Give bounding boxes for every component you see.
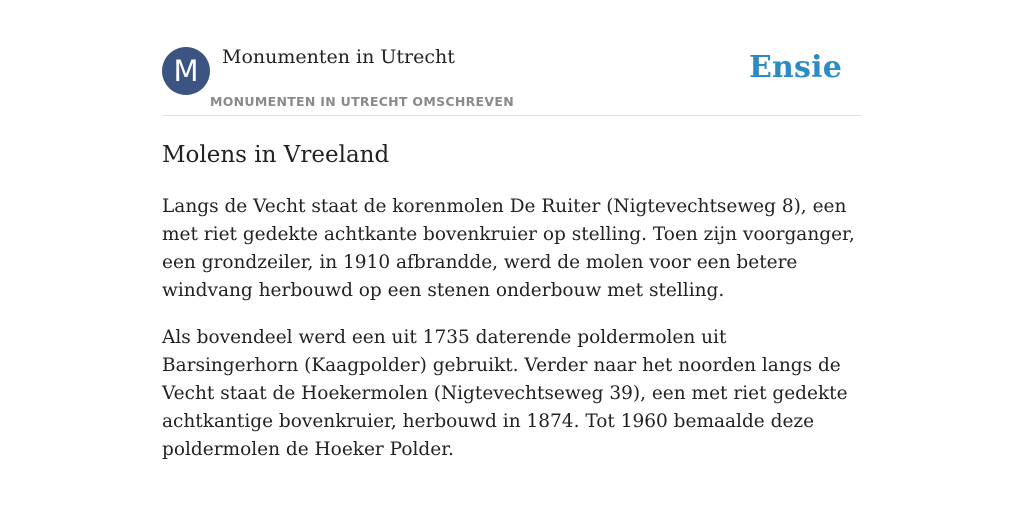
site-title[interactable]: Monumenten in Utrecht — [222, 46, 455, 68]
header — [162, 44, 862, 116]
article-title: Molens in Vreeland — [162, 142, 390, 168]
brand-logo[interactable]: Ensie — [748, 50, 842, 85]
site-subtitle: MONUMENTEN IN UTRECHT OMSCHREVEN — [210, 94, 514, 109]
avatar[interactable]: M — [162, 47, 210, 95]
article — [162, 138, 862, 483]
article-paragraph: Langs de Vecht staat de korenmolen De Ruiter (Nigtevechtseweg 8), een met riet gedekte achtkante bovenkruier op stelling. Toen zijn voorganger, een grondzeiler, in 1910 afbrandde, werd de molen voor een betere windvang herbouwd op een stenen onderbouw met stelling. — [162, 196, 855, 301]
article-paragraph: Als bovendeel werd een uit 1735 daterende poldermolen uit Barsingerhorn (Kaagpolder) gebruikt. Verder naar het noorden langs de Vecht staat de Hoekermolen (Nigtevechtseweg 39), een met riet gedekte achtkantige bovenkruier, herbouwd in 1874. Tot 1960 bemaalde deze poldermolen de Hoeker Polder. — [162, 327, 848, 460]
